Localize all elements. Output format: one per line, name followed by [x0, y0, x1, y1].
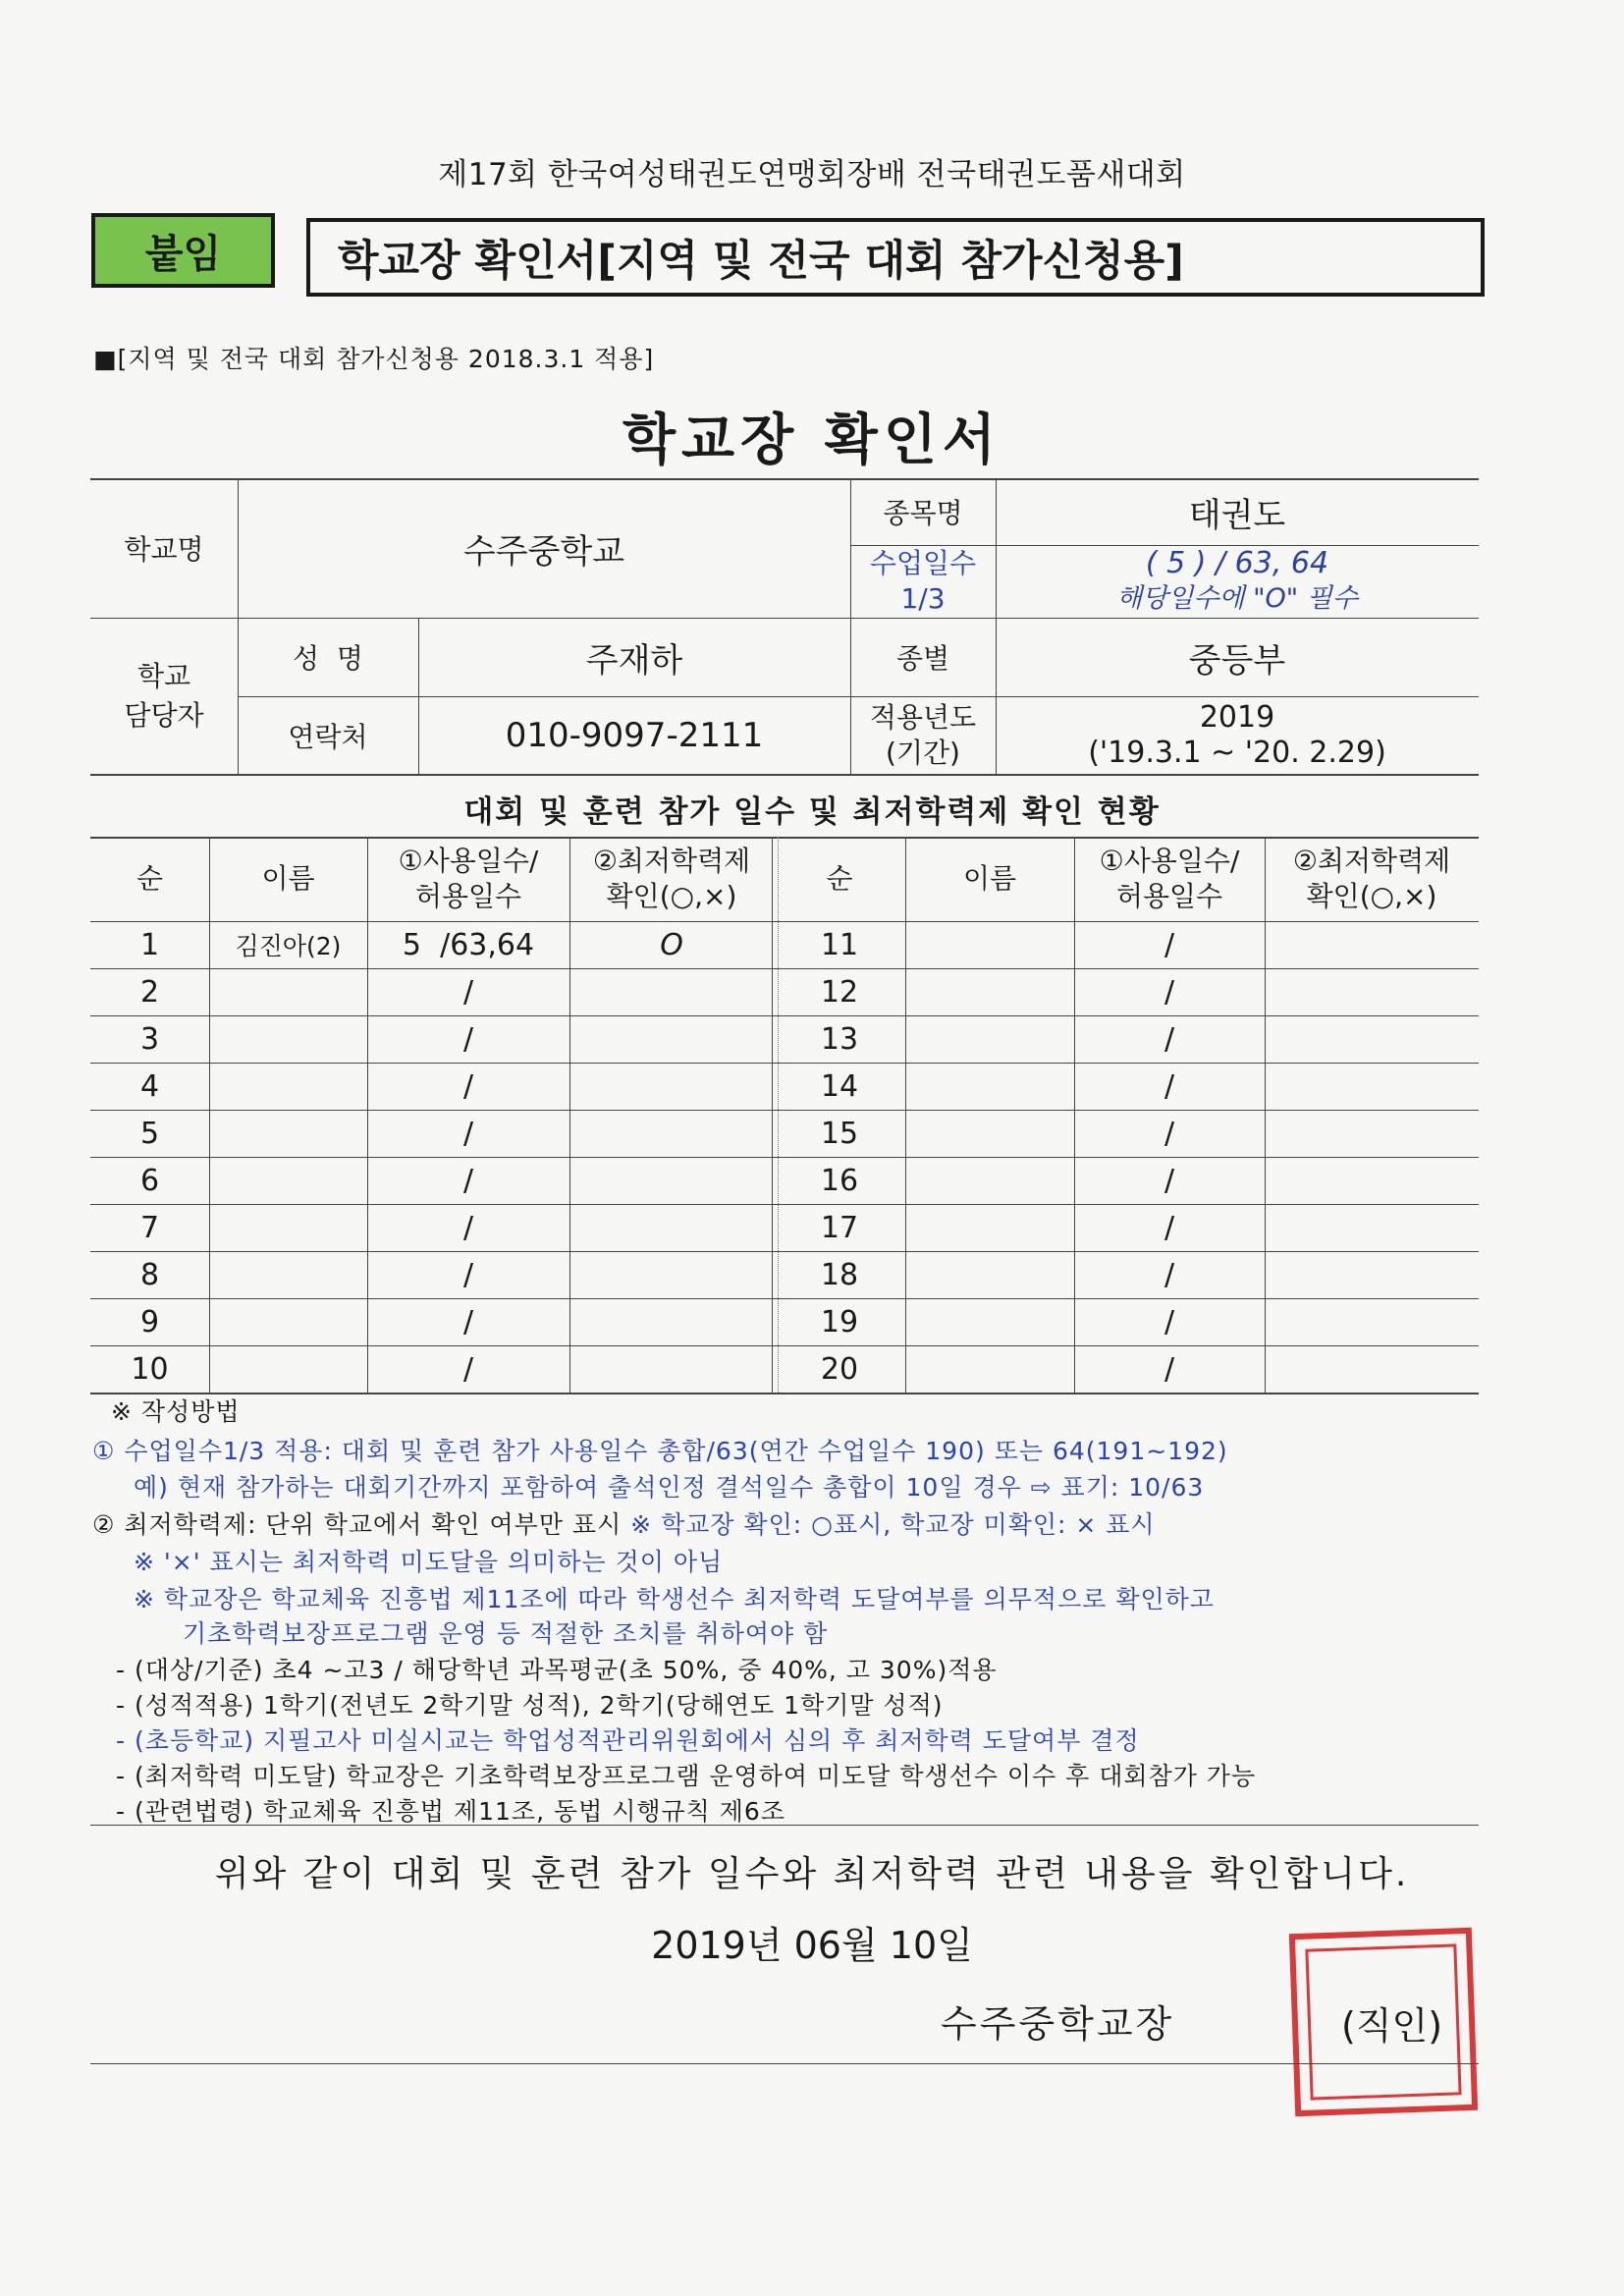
name-value: 주재하	[585, 640, 683, 681]
seal-mark: (직인)	[1341, 2004, 1443, 2048]
instruction-line-5: ※ 학교장은 학교체육 진흥법 제11조에 따라 학생선수 최저학력 도달여부를 의무적으로 확인하고	[134, 1585, 1215, 1613]
sport-value: 태권도	[1188, 495, 1286, 535]
instruction-line-10: - (최저학력 미도달) 학교장은 기초학력보장프로그램 운영하여 미도달 학생선수 이수 후 대회참가 가능	[116, 1762, 1257, 1790]
confirmation-text: 위와 같이 대회 및 훈련 참가 일수와 최저학력 관련 내용을 확인합니다.	[214, 1854, 1410, 1894]
table-row-number: 15	[820, 1116, 859, 1151]
table-row-name	[209, 1251, 367, 1298]
main-title: 학교장 확인서	[622, 409, 1002, 472]
table-row-name: 김진아(2)	[235, 932, 342, 960]
table-row-name	[905, 1204, 1074, 1251]
table-row-check	[569, 1204, 774, 1251]
contact-value: 010-9097-2111	[505, 715, 764, 755]
table-row-name	[209, 1015, 367, 1063]
table-row-days: /	[1164, 1116, 1175, 1151]
table-row-check	[1265, 1015, 1479, 1063]
table-row-days: /	[462, 1021, 474, 1057]
table-row-days: /	[1164, 1021, 1175, 1057]
table-row-number: 2	[139, 974, 160, 1010]
issue-date: 2019년 06월 10일	[651, 1924, 973, 1967]
table-row-check	[569, 1298, 774, 1345]
table-row-number: 9	[139, 1304, 160, 1339]
table-row-days: /	[1164, 1068, 1175, 1104]
year-value: 2019 ('19.3.1 ~ '20. 2.29)	[1088, 699, 1386, 770]
sport-label: 종목명	[883, 497, 963, 529]
table-row-number: 7	[139, 1210, 160, 1245]
table-row-number: 5	[139, 1116, 160, 1151]
instruction-line-9: - (초등학교) 지필고사 미실시교는 학업성적관리위원회에서 심의 후 최저학력 도달여부 결정	[116, 1726, 1140, 1755]
table-row-check: O	[660, 927, 683, 962]
form-title-box: 학교장 확인서[지역 및 전국 대회 참가신청용]	[306, 218, 1485, 297]
table-row-name	[209, 1063, 367, 1110]
section-title: 대회 및 훈련 참가 일수 및 최저학력제 확인 현황	[463, 794, 1161, 830]
table-row-days: /	[1164, 1163, 1175, 1198]
left-header-days: ①사용일수/ 허용일수	[398, 845, 539, 912]
table-row-days: /	[1164, 1304, 1175, 1339]
right-header-days: ①사용일수/ 허용일수	[1099, 845, 1240, 912]
table-row-check	[569, 1251, 774, 1298]
table-row-check	[1265, 1298, 1479, 1345]
instruction-line-7: - (대상/기준) 초4 ~고3 / 해당학년 과목평균(초 50%, 중 40%, 고 30%)적용	[116, 1656, 998, 1684]
table-row-name	[905, 1157, 1074, 1204]
table-row-number: 4	[139, 1068, 160, 1104]
right-header-no: 순	[826, 862, 853, 895]
table-row-days: /	[462, 1068, 474, 1104]
name-label: 성 명	[293, 642, 363, 675]
table-row-number: 6	[139, 1163, 160, 1198]
left-header-check: ②최저학력제 확인(○,×)	[592, 845, 751, 912]
year-label: 적용년도 (기간)	[869, 700, 977, 769]
table-row-check	[569, 1015, 774, 1063]
table-row-days: /	[462, 1351, 474, 1387]
left-header-name: 이름	[261, 862, 315, 895]
table-row-name	[905, 1251, 1074, 1298]
right-header-check: ②최저학력제 확인(○,×)	[1292, 845, 1451, 912]
table-row-number: 10	[131, 1351, 169, 1387]
table-row-days: /	[462, 1163, 474, 1198]
attachment-badge: 붙임	[91, 213, 275, 288]
table-row-name	[209, 1345, 367, 1393]
table-row-name	[209, 1157, 367, 1204]
table-row-number: 16	[820, 1163, 859, 1198]
table-row-check	[569, 1157, 774, 1204]
table-row-number: 3	[139, 1021, 160, 1057]
table-row-number: 8	[139, 1257, 160, 1292]
instruction-line-8: - (성적적용) 1학기(전년도 2학기말 성적), 2학기(당해연도 1학기말 성적)	[116, 1691, 944, 1720]
right-header-name: 이름	[962, 862, 1017, 895]
table-row-name	[209, 1110, 367, 1157]
table-row-days: /	[1164, 927, 1175, 962]
table-row-number: 17	[820, 1210, 859, 1245]
table-row-days: /	[1164, 1210, 1175, 1245]
table-row-days: /	[462, 974, 474, 1010]
table-row-check	[569, 1110, 774, 1157]
class-days-label: 수업일수 1/3	[869, 547, 977, 615]
table-row-days: /	[462, 1304, 474, 1339]
table-row-number: 13	[820, 1021, 859, 1057]
table-row-name	[209, 1298, 367, 1345]
manager-label: 학교 담당자	[124, 659, 204, 732]
table-row-check	[1265, 1063, 1479, 1110]
table-row-days: /	[1164, 974, 1175, 1010]
table-row-name	[209, 968, 367, 1015]
instruction-line-11: - (관련법령) 학교체육 진흥법 제11조, 동법 시행규칙 제6조	[116, 1797, 785, 1826]
instruction-line-1: ① 수업일수1/3 적용: 대회 및 훈련 참가 사용일수 총합/63(연간 수업일수 190) 또는 64(191~192)	[92, 1437, 1228, 1465]
instruction-line-2: 예) 현재 참가하는 대회기간까지 포함하여 출석인정 결석일수 총합이 10일 경우 ⇨ 표기: 10/63	[134, 1473, 1205, 1502]
instruction-line-3: ② 최저학력제: 단위 학교에서 확인 여부만 표시 ※ 학교장 확인: ○표시, 학교장 미확인: × 표시	[92, 1510, 1156, 1539]
table-row-check	[1265, 1204, 1479, 1251]
table-row-name	[905, 1298, 1074, 1345]
table-row-check	[1265, 1345, 1479, 1393]
table-row-days: /	[1164, 1351, 1175, 1387]
table-row-number: 18	[820, 1257, 859, 1292]
table-row-check	[1265, 921, 1479, 968]
table-row-check	[1265, 1157, 1479, 1204]
table-row-name	[905, 968, 1074, 1015]
table-row-days: /	[462, 1210, 474, 1245]
table-row-days: /	[462, 1116, 474, 1151]
division-value: 중등부	[1188, 640, 1286, 681]
contact-label: 연락처	[288, 720, 368, 753]
table-row-number: 20	[820, 1351, 859, 1387]
school-label: 학교명	[124, 533, 204, 566]
table-row-name	[905, 1063, 1074, 1110]
school-value: 수주중학교	[462, 531, 625, 572]
table-row-check	[569, 968, 774, 1015]
instruction-line-4: ※ '×' 표시는 최저학력 미도달을 의미하는 것이 아님	[134, 1548, 724, 1576]
table-row-check	[1265, 1251, 1479, 1298]
table-row-check	[1265, 1110, 1479, 1157]
table-row-name	[209, 1204, 367, 1251]
table-row-name	[905, 1345, 1074, 1393]
apply-note: ■[지역 및 전국 대회 참가신청용 2018.3.1 적용]	[93, 345, 655, 373]
table-row-check	[569, 1063, 774, 1110]
table-row-name	[905, 921, 1074, 968]
division-label: 종별	[895, 642, 950, 675]
table-row-number: 19	[820, 1304, 859, 1339]
instruction-line-6: 기초학력보장프로그램 운영 등 적절한 조치를 취하여야 함	[183, 1619, 829, 1648]
table-row-days: 5 /63,64	[402, 927, 535, 962]
left-header-no: 순	[135, 862, 164, 895]
table-row-check	[1265, 968, 1479, 1015]
table-row-check	[569, 1345, 774, 1393]
table-row-days: /	[462, 1257, 474, 1292]
table-row-name	[905, 1015, 1074, 1063]
class-days-value: ( 5 ) / 63, 64 해당일수에 "O" 필수	[1116, 546, 1358, 614]
table-row-number: 12	[820, 974, 859, 1010]
table-row-name	[905, 1110, 1074, 1157]
table-row-number: 11	[820, 927, 859, 962]
instructions-heading: ※ 작성방법	[111, 1397, 241, 1426]
event-title: 제17회 한국여성태권도연맹회장배 전국태권도품새대회	[438, 157, 1186, 192]
principal-name: 수주중학교장	[941, 2002, 1175, 2046]
table-row-number: 14	[820, 1068, 859, 1104]
table-row-number: 1	[139, 927, 160, 962]
table-row-days: /	[1164, 1257, 1175, 1292]
